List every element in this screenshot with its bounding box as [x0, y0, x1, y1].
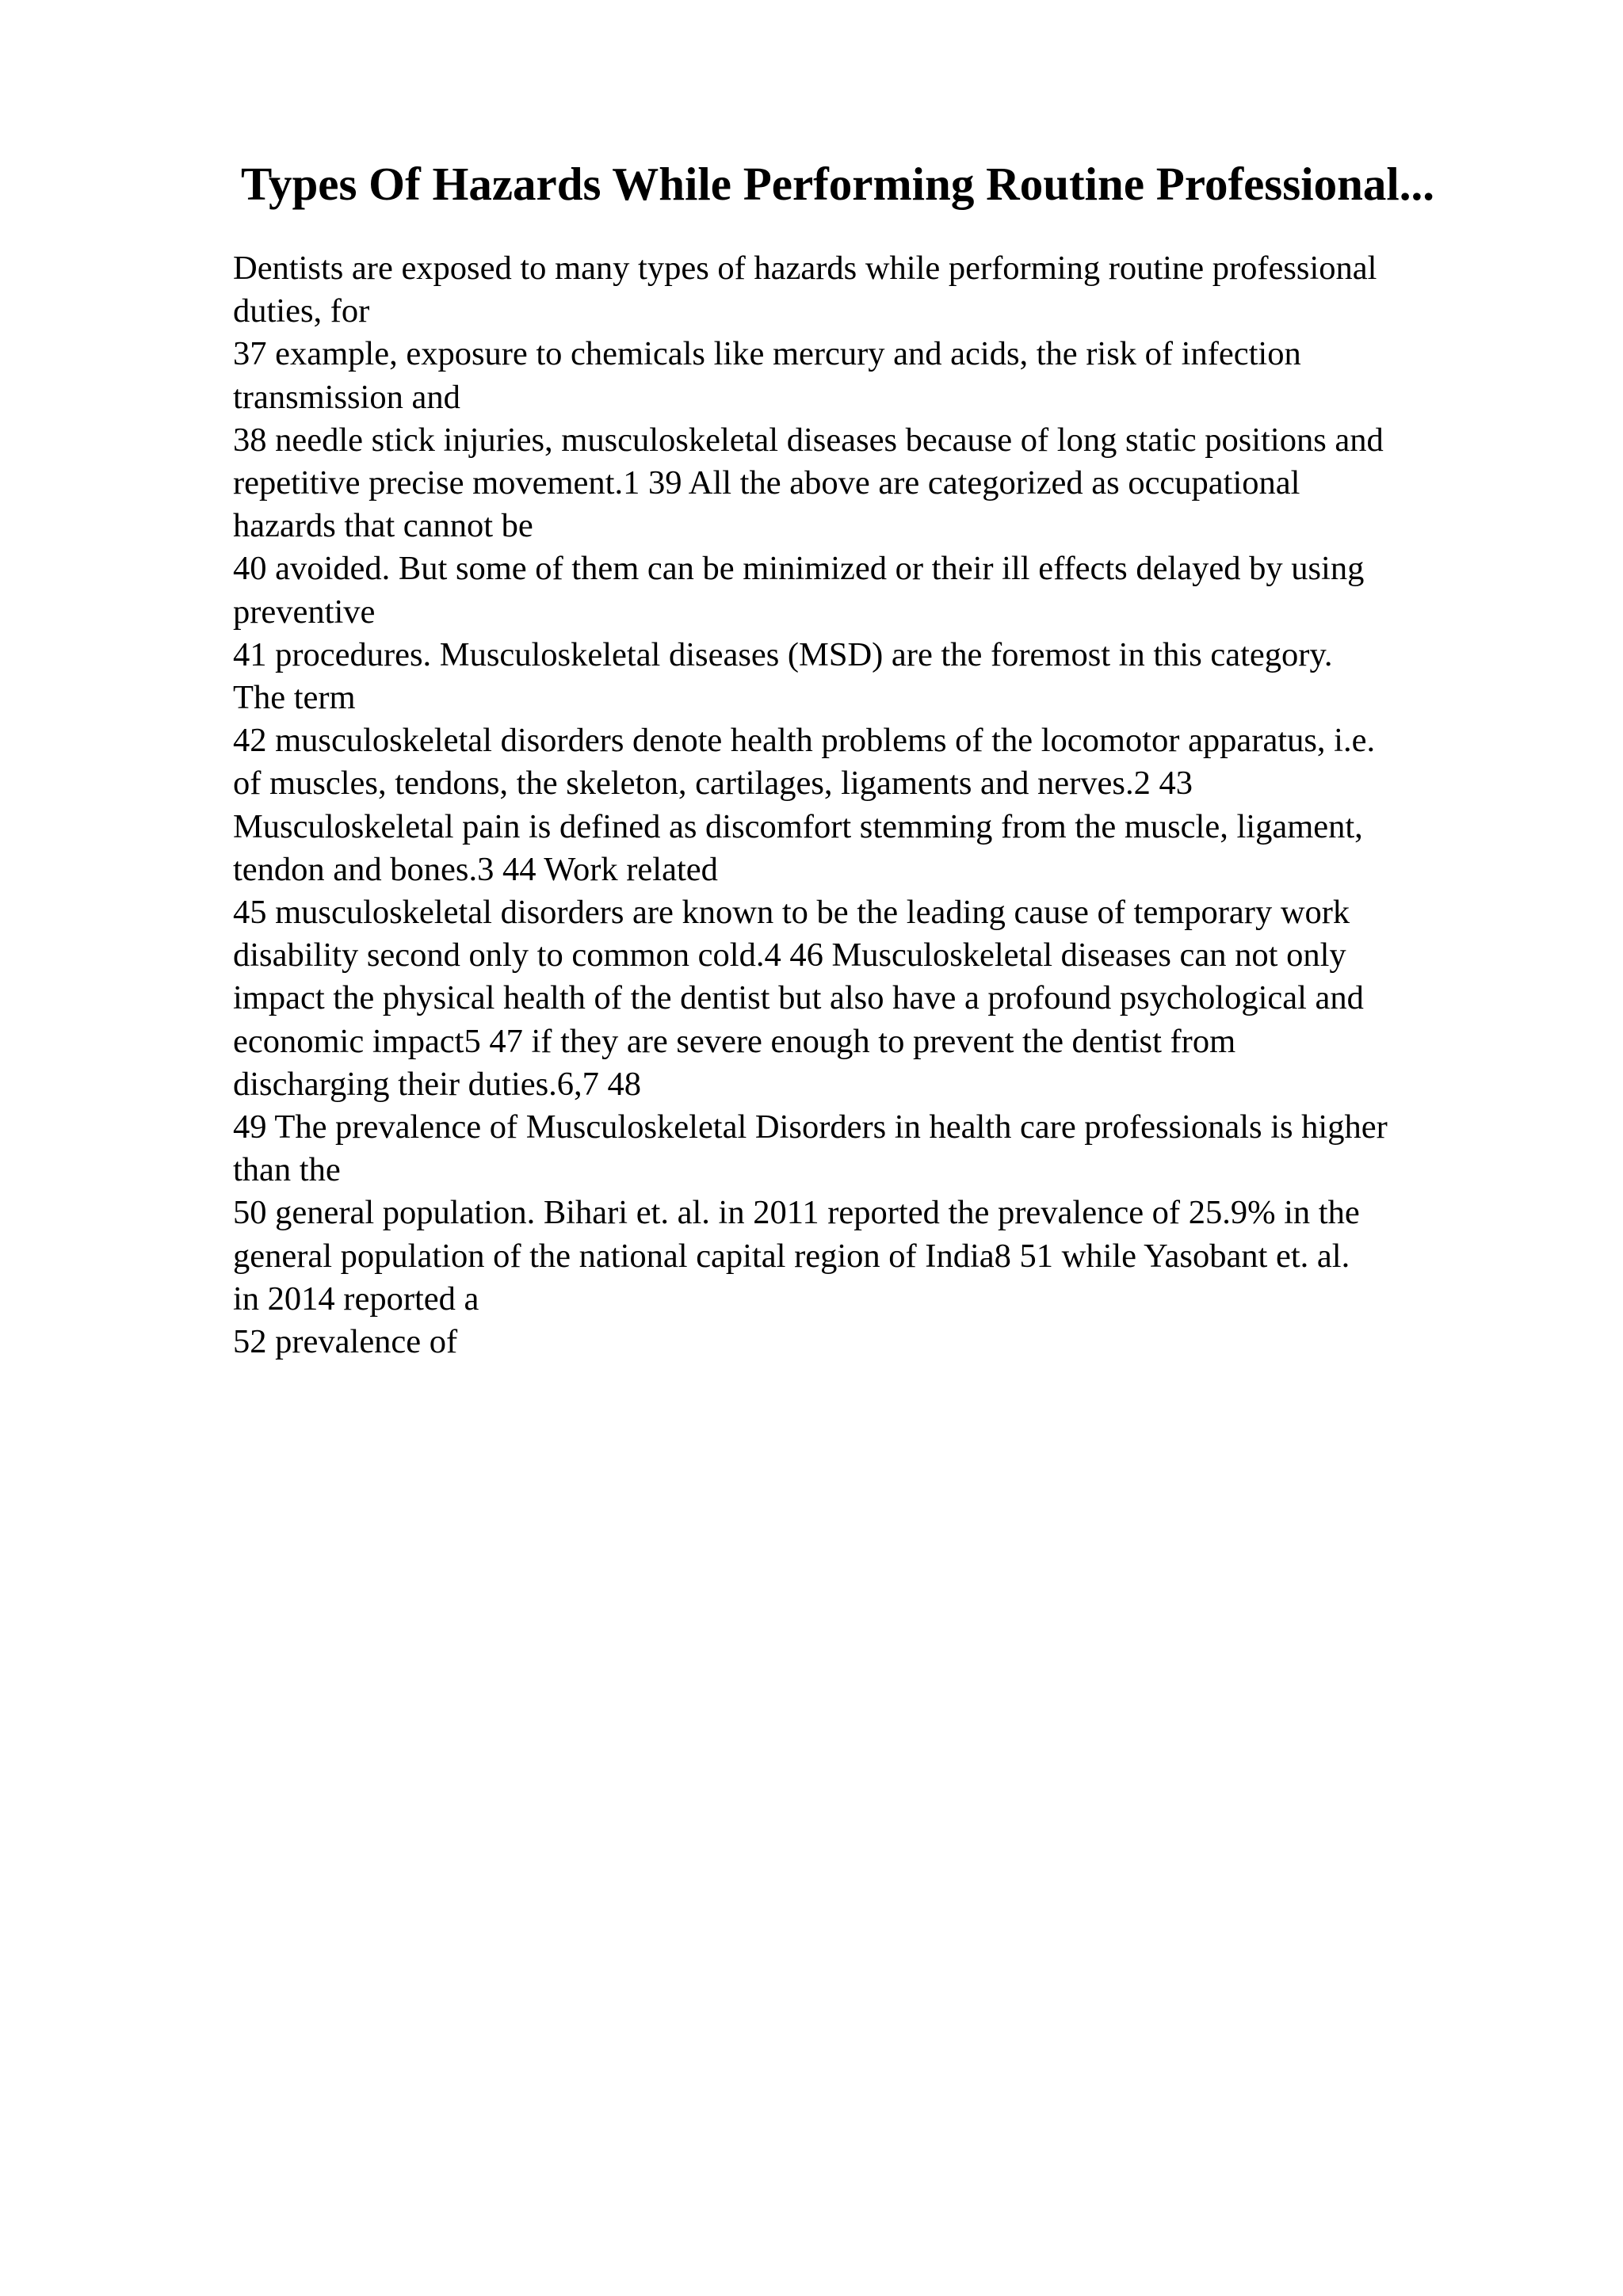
text-line: of muscles, tendons, the skeleton, cartilages, ligaments and nerves.2 43 [233, 765, 1193, 803]
text-line: 50 general population. Bihari et. al. in 2011 reported the prevalence of 25.9% in the [233, 1194, 1360, 1232]
text-line: 41 procedures. Musculoskeletal diseases (MSD) are the foremost in this category. [233, 635, 1333, 673]
text-line: Dentists are exposed to many types of hazards while performing routine professional [233, 250, 1377, 287]
text-line: tendon and bones.3 44 Work related [233, 850, 718, 888]
text-line: than the [233, 1151, 341, 1189]
document-body [233, 247, 1596, 1363]
text-line: The term [233, 679, 356, 717]
text-line: 37 example, exposure to chemicals like mercury and acids, the risk of infection [233, 335, 1301, 373]
text-line: disability second only to common cold.4 46 Musculoskeletal diseases can not only [233, 936, 1346, 974]
text-line: 38 needle stick injuries, musculoskeletal diseases because of long static positions and [233, 421, 1384, 459]
text-line: Musculoskeletal pain is defined as discomfort stemming from the muscle, ligament, [233, 807, 1363, 845]
text-line: 42 musculoskeletal disorders denote health problems of the locomotor apparatus, i.e. [233, 722, 1376, 760]
text-line: 52 prevalence of [233, 1323, 458, 1361]
text-line: duties, for [233, 292, 370, 330]
text-line: in 2014 reported a [233, 1280, 479, 1318]
text-line: hazards that cannot be [233, 507, 533, 545]
document-title: Types Of Hazards While Performing Routine Professional... [241, 158, 1435, 210]
text-line: 45 musculoskeletal disorders are known to be the leading cause of temporary work [233, 894, 1350, 932]
text-line: economic impact5 47 if they are severe enough to prevent the dentist from [233, 1022, 1236, 1060]
text-line: impact the physical health of the dentist but also have a profound psychological and [233, 979, 1364, 1017]
text-line: 40 avoided. But some of them can be minimized or their ill effects delayed by using [233, 550, 1365, 588]
text-line: repetitive precise movement.1 39 All the above are categorized as occupational [233, 464, 1300, 502]
text-line: 49 The prevalence of Musculoskeletal Disorders in health care professionals is higher [233, 1108, 1388, 1146]
text-line: general population of the national capital region of India8 51 while Yasobant et. al. [233, 1237, 1350, 1275]
text-line: discharging their duties.6,7 48 [233, 1065, 642, 1103]
text-line: preventive [233, 593, 376, 631]
text-line: transmission and [233, 378, 460, 416]
